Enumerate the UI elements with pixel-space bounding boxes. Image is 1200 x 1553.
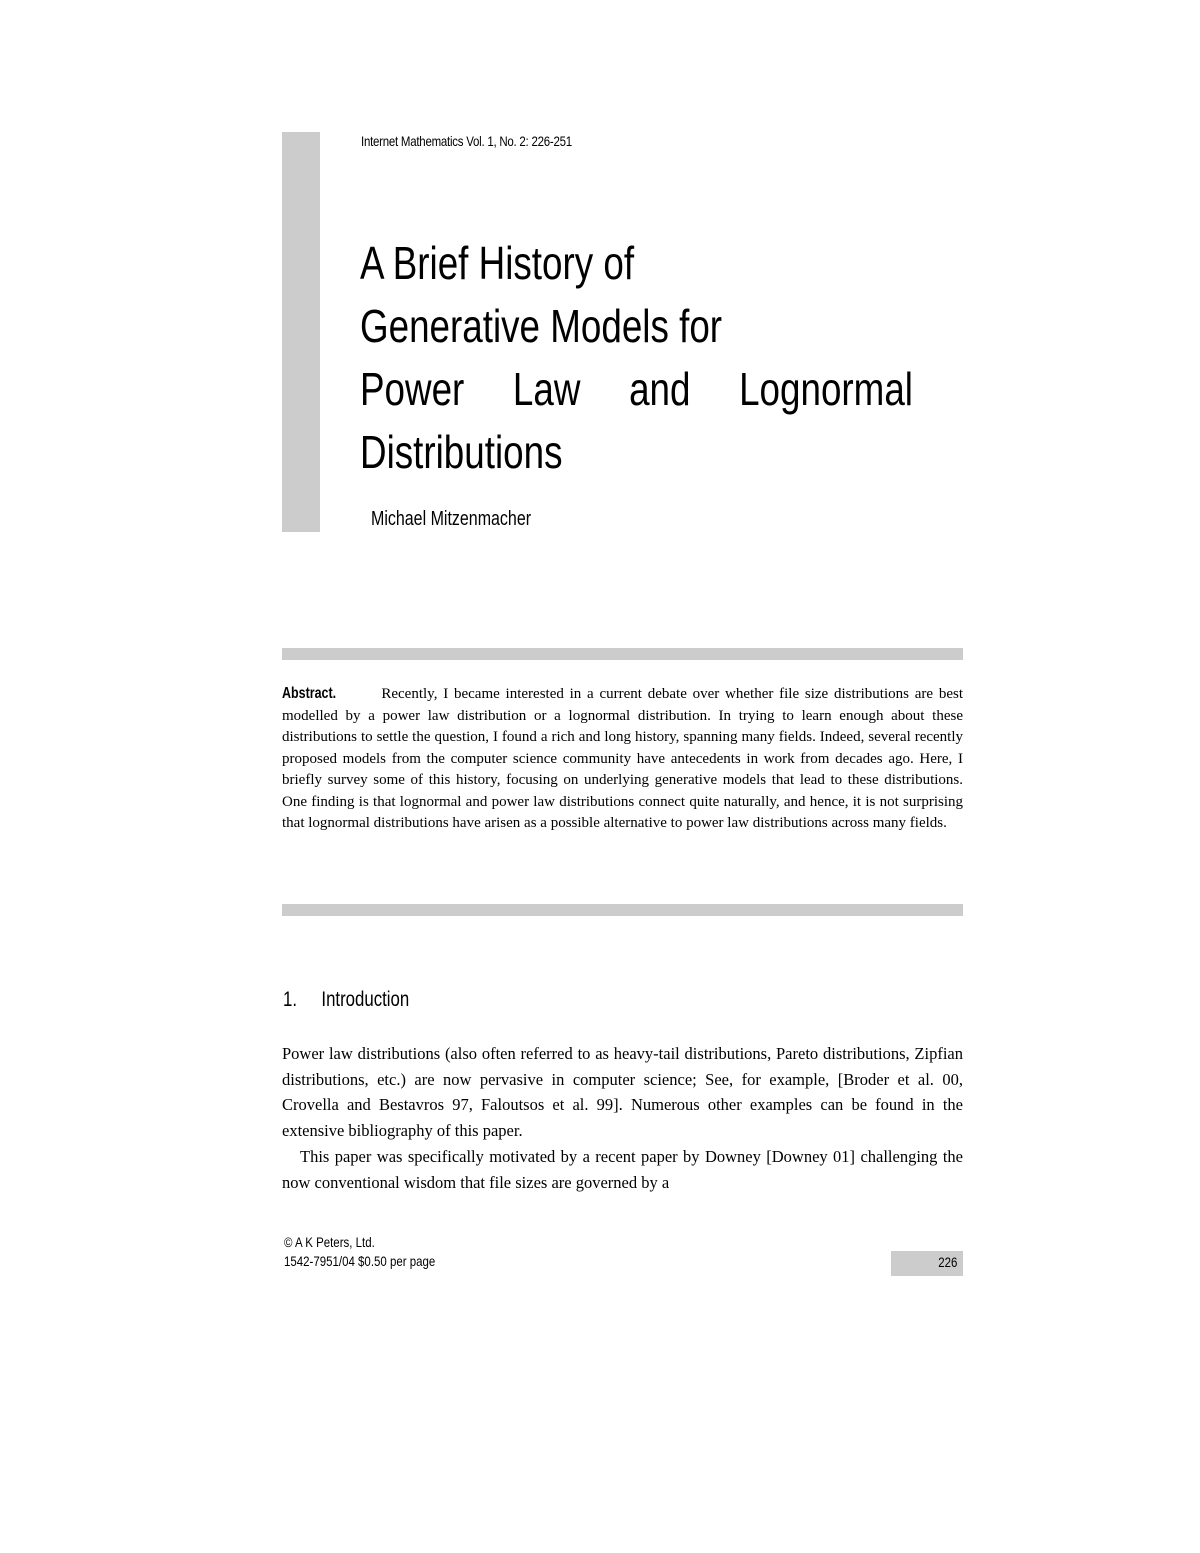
page-number: 226 [937,1254,957,1270]
abstract-text: Recently, I became interested in a current debate over whether file size distributions are best modelled by a power law distribution or a lognormal distribution. In trying to learn enough about these distributions to settle the question, I found a rich and long history, spanning many fields. Indeed, several recently proposed models from the computer science community have antecedents in work from decades ago. Here, I briefly survey some of this history, focusing on underlying generative models that lead to these distributions. One finding is that lognormal and power law distributions connect quite naturally, and hence, it is not surprising that lognormal distributions have arisen as a possible alternative to power law distributions across many fields. [282,686,963,831]
abstract-top-rule [282,648,963,660]
footer-issn: 1542-7951/04 $0.50 per page [284,1253,436,1269]
author-name: Michael Mitzenmacher [371,508,532,530]
abstract [282,683,963,835]
section-title: Introduction [321,988,410,1011]
body-paragraph: This paper was specifically motivated by a recent paper by Downey [Downey 01] challenging the now conventional wisdom that file sizes are governed by a [282,1146,963,1192]
body-text [282,1041,963,1195]
footer-publisher [284,1233,435,1271]
body-paragraph: Power law distributions (also often referred to as heavy-tail distributions, Pareto distributions, Zipfian distributions, etc.) are now pervasive in computer science; See, for example, [Broder et al. 00, Crovella and Bestavros 97, Faloutsos et al. 99]. Numerous other examples can be found in the extensive bibliography of this paper. [282,1044,963,1141]
title-side-bar [282,132,320,532]
journal-header: Internet Mathematics Vol. 1, No. 2: 226-251 [361,133,572,149]
paper-title [360,232,936,484]
title-line-4: Distributions [360,426,563,478]
title-line-2: Generative Models for [360,300,723,352]
section-heading [283,988,409,1012]
title-line-1: A Brief History of [360,237,635,289]
footer-copyright: © A K Peters, Ltd. [284,1234,375,1250]
title-line-3: Power Law and Lognormal [360,363,913,415]
section-number: 1. [283,988,298,1011]
abstract-bottom-rule [282,904,963,916]
page-number-box [891,1251,963,1276]
abstract-label: Abstract. [282,685,337,702]
